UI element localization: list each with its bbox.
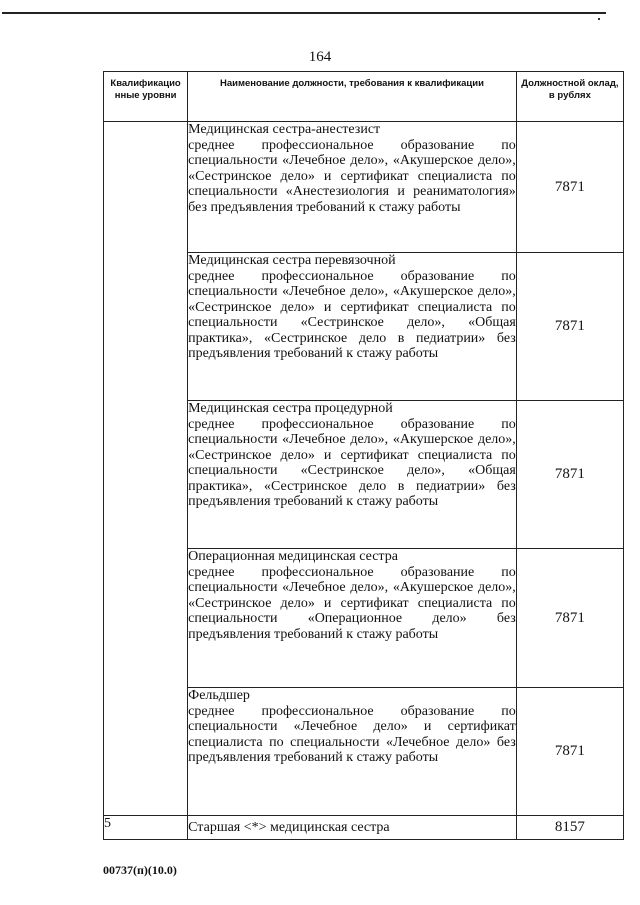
qualification-level-cell: 5 xyxy=(104,816,188,840)
salary-cell: 7871 xyxy=(516,253,623,401)
salary-cell: 7871 xyxy=(516,549,623,688)
position-title: Старшая <*> медицинская сестра xyxy=(188,816,517,840)
position-cell xyxy=(188,253,517,401)
position-title: Медицинская сестра-анестезист xyxy=(188,122,381,137)
salary-cell: 7871 xyxy=(516,122,623,253)
position-requirements: среднее профессиональное образование по специальности «Лечебное дело» и сертификат специалиста по специальности «Лечебное дело» без предъявления требований к стажу работы xyxy=(188,703,516,765)
position-requirements: среднее профессиональное образование по специальности «Лечебное дело», «Акушерское дело», «Сестринское дело» и сертификат специалиста по специальности «Операционное дело» без предъявления требований к стажу работы xyxy=(188,564,516,642)
table-row xyxy=(104,816,624,840)
table-header-row xyxy=(104,72,624,122)
salary-cell: 8157 xyxy=(516,816,623,840)
qualification-table xyxy=(103,71,624,840)
position-cell xyxy=(188,549,517,688)
salary-cell: 7871 xyxy=(516,688,623,816)
position-title: Медицинская сестра процедурной xyxy=(188,401,393,416)
position-cell xyxy=(188,401,517,549)
header-salary: Должностной оклад, в рублях xyxy=(516,72,623,122)
table-row xyxy=(104,122,624,253)
top-rule xyxy=(2,12,606,14)
salary-cell: 7871 xyxy=(516,401,623,549)
position-requirements: среднее профессиональное образование по специальности «Лечебное дело», «Акушерское дело», «Сестринское дело» и сертификат специалиста по специальности «Сестринское дело», «Общая практика», «Сестринское дело в педиатрии» без предъявления требований к стажу работы xyxy=(188,268,516,361)
header-qualification-levels: Квалификацио нные уровни xyxy=(104,72,188,122)
position-requirements: среднее профессиональное образование по специальности «Лечебное дело», «Акушерское дело», «Сестринское дело» и сертификат специалиста по специальности «Анестезиология и реаниматология» без предъявления требований к стажу работы xyxy=(188,137,516,215)
position-cell xyxy=(188,122,517,253)
position-cell xyxy=(188,688,517,816)
header-position-requirements: Наименование должности, требования к квалификации xyxy=(188,72,517,122)
scan-speck xyxy=(598,18,600,20)
position-title: Фельдшер xyxy=(188,688,250,703)
position-title: Операционная медицинская сестра xyxy=(188,549,398,564)
position-requirements: среднее профессиональное образование по специальности «Лечебное дело», «Акушерское дело», «Сестринское дело» и сертификат специалиста по специальности «Сестринское дело», «Общая практика», «Сестринское дело в педиатрии» без предъявления требований к стажу работы xyxy=(188,416,516,509)
document-code: 00737(п)(10.0) xyxy=(103,863,177,877)
qualification-level-cell xyxy=(104,122,188,816)
page-number: 164 xyxy=(308,49,332,65)
position-title: Медицинская сестра перевязочной xyxy=(188,253,396,268)
